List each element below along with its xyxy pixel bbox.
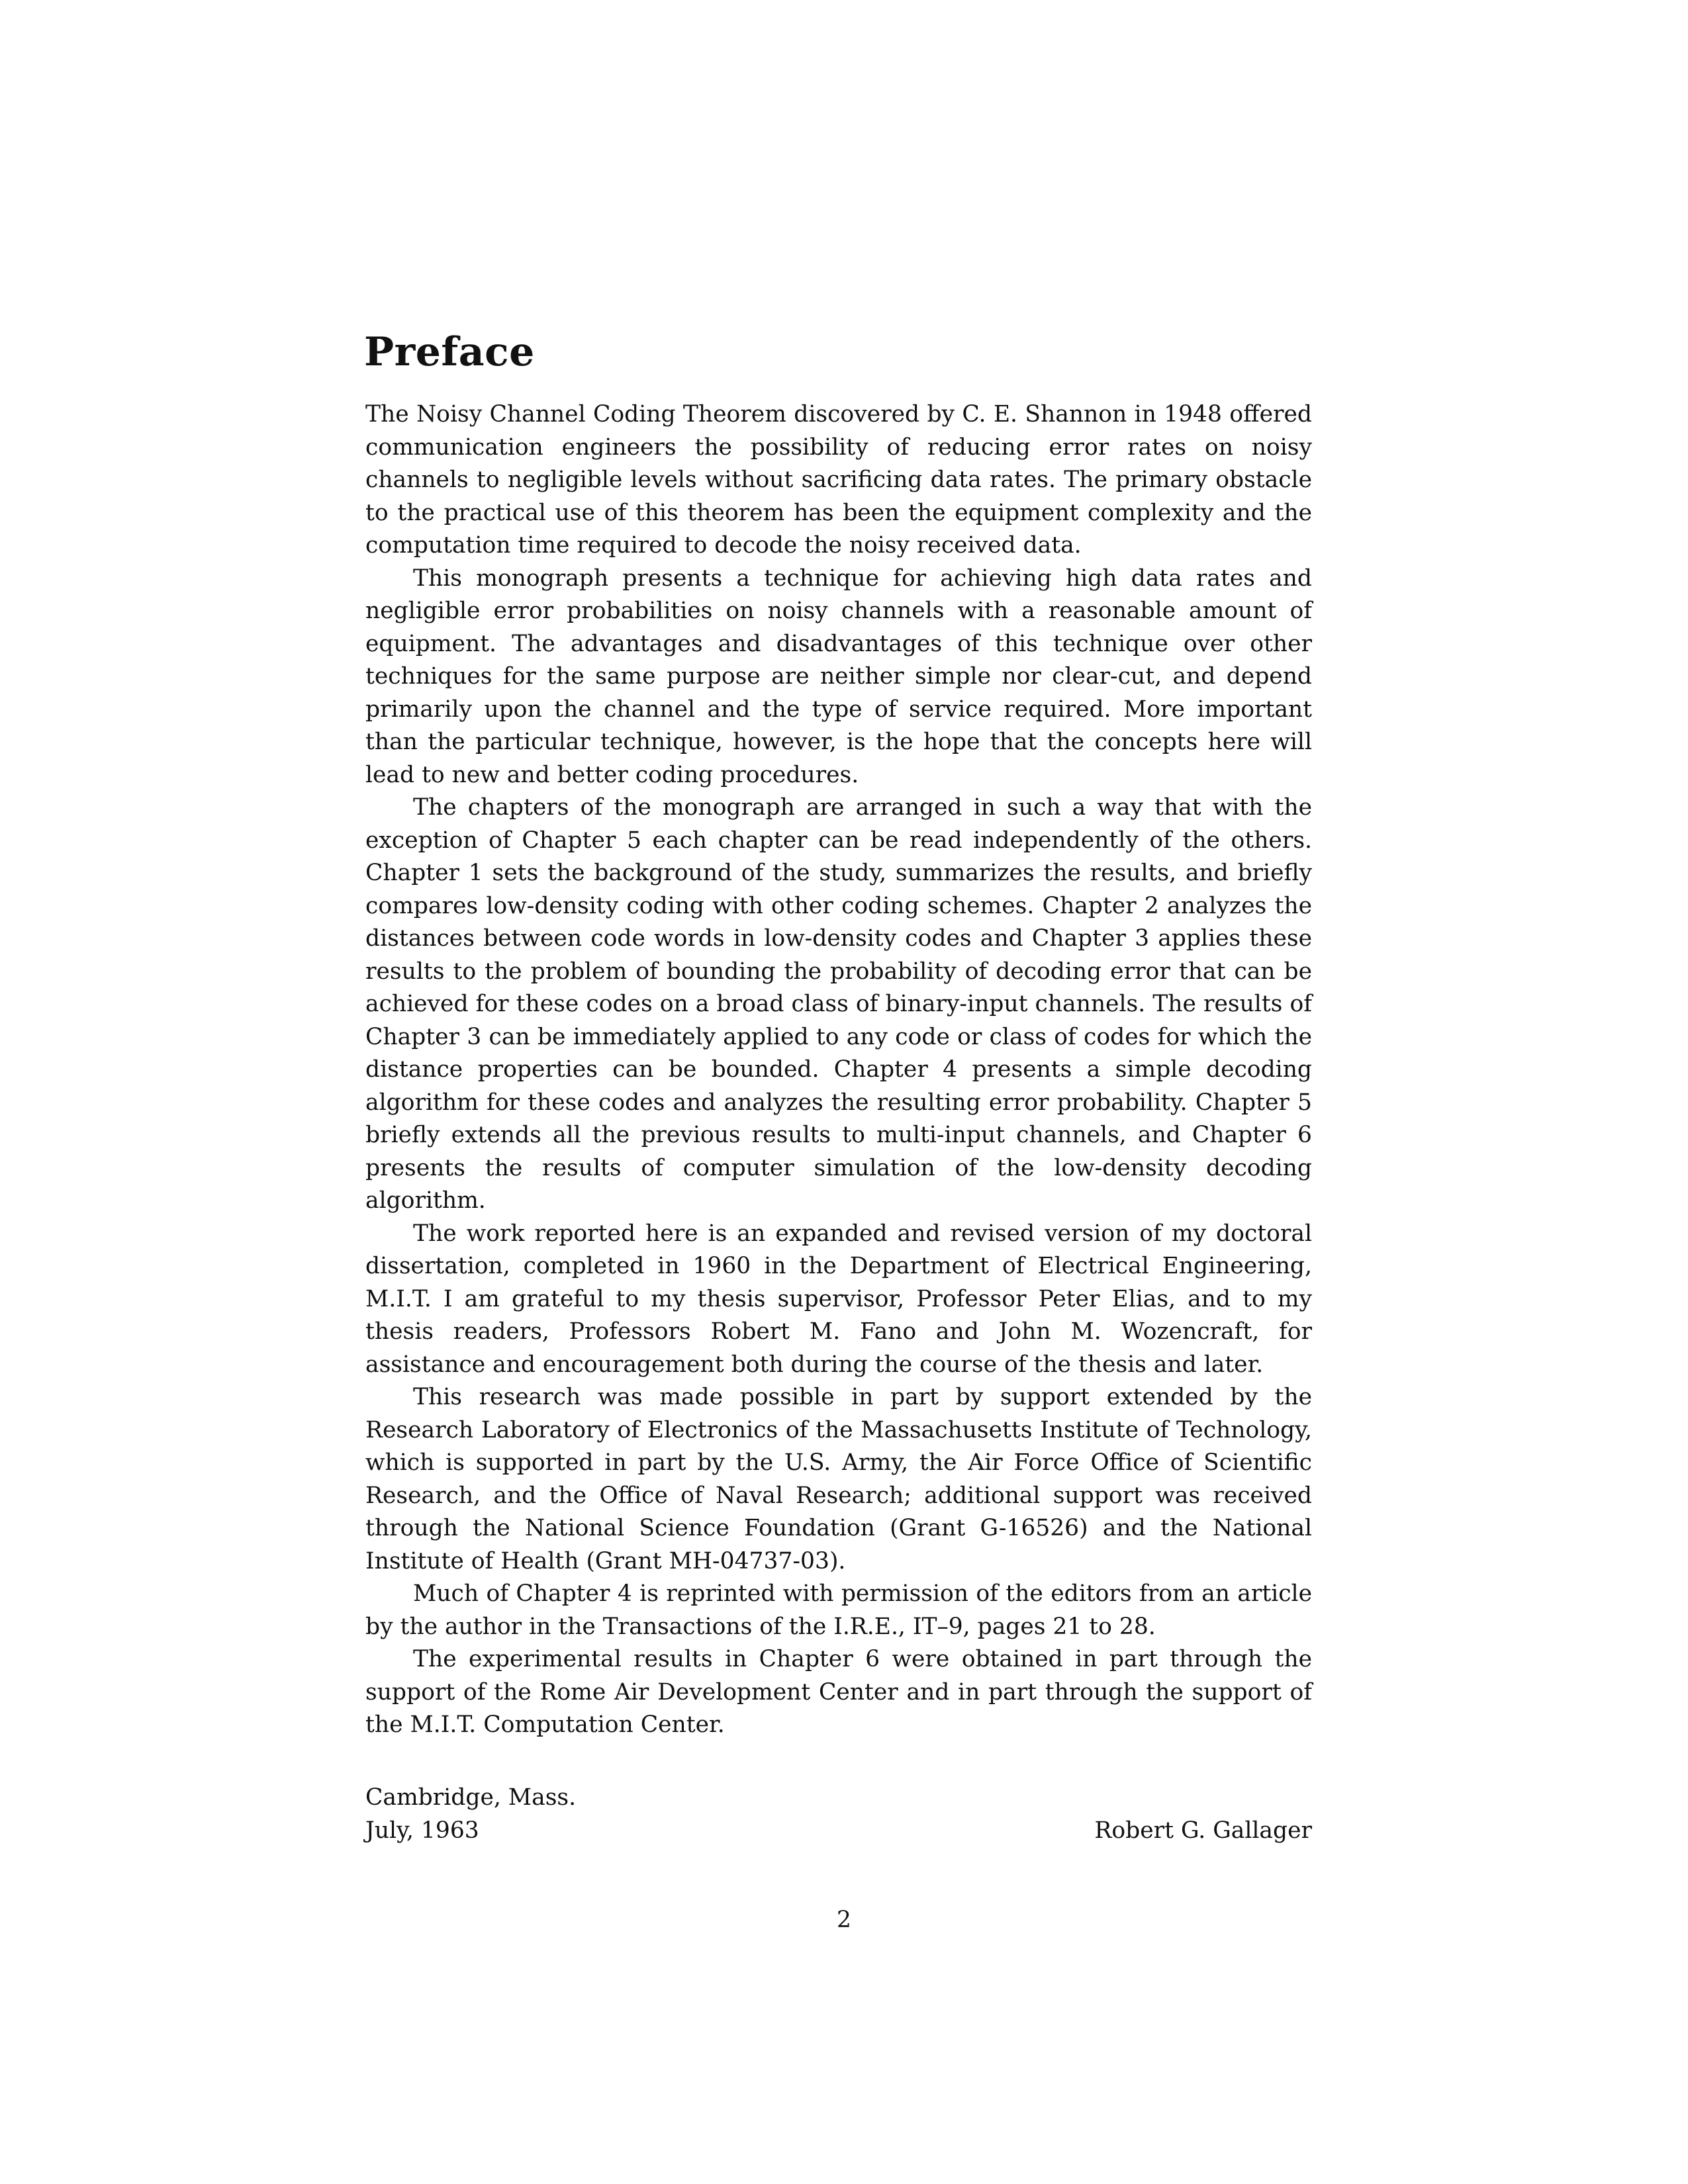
paragraph-reprint-note: Much of Chapter 4 is reprinted with permission of the editors from an article by the author in the Transactions of the I.R.E., IT–9, pages 21 to 28. [365, 1580, 1312, 1640]
paragraph-research-support: This research was made possible in part by support extended by the Research Laboratory of Electronics of the Massachusetts Institute of Technology, which is supported in part by the U.S. Army, the Air Force Office of Scientific Research, and the Office of Naval Research; additional support was received through the National Science Foundation (Grant G-16526) and the National Institute of Health (Grant MH-04737-03). [365, 1384, 1312, 1574]
paragraph-shannon-theorem: The Noisy Channel Coding Theorem discovered by C. E. Shannon in 1948 offered communication engineers the possibility of reducing error rates on noisy channels to negligible levels without sacrificing data rates. The primary obstacle to the practical use of this theorem has been the equipment complexity and the computation time required to decode the noisy received data. [365, 401, 1312, 559]
signoff-author: Robert G. Gallager [1094, 1817, 1312, 1844]
signoff-date-row [365, 1814, 1312, 1847]
paragraph-experimental-results: The experimental results in Chapter 6 were obtained in part through the support of the Rome Air Development Center and in part through the support of the M.I.T. Computation Center. [365, 1646, 1312, 1738]
paragraph-chapter-outline: The chapters of the monograph are arranged in such a way that with the exception of Chapter 5 each chapter can be read independently of the others. Chapter 1 sets the background of the study, summarizes the results, and briefly compares low-density coding with other coding schemes. Chapter 2 analyzes the distances between code words in low-density codes and Chapter 3 applies these results to the problem of bounding the probability of decoding error that can be achieved for these codes on a broad class of binary-input channels. The results of Chapter 3 can be immediately applied to any code or class of codes for which the distance properties can be bounded. Chapter 4 presents a simple decoding algorithm for these codes and analyzes the resulting error probability. Chapter 5 briefly extends all the previous results to multi-input channels, and Chapter 6 presents the results of computer simulation of the low-density decoding algorithm. [365, 794, 1312, 1214]
preface-body [365, 398, 1312, 1742]
paragraph-acknowledgements: The work reported here is an expanded and revised version of my doctoral dissertation, completed in 1960 in the Department of Electrical Engineering, M.I.T. I am grateful to my thesis supervisor, Professor Peter Elias, and to my thesis readers, Professors Robert M. Fano and John M. Wozencraft, for assistance and encouragement both during the course of the thesis and later. [365, 1220, 1312, 1378]
signoff-place-row [365, 1781, 1312, 1814]
page-number: 2 [837, 1907, 851, 1933]
signoff-date: July, 1963 [365, 1817, 479, 1844]
page-title: Preface [364, 329, 535, 375]
paragraph-monograph-technique: This monograph presents a technique for achieving high data rates and negligible error probabilities on noisy channels with a reasonable amount of equipment. The advantages and disadvantages of this technique over other techniques for the same purpose are neither simple nor clear-cut, and depend primarily upon the channel and the type of service required. More important than the particular technique, however, is the hope that the concepts here will lead to new and better coding procedures. [365, 565, 1312, 788]
signoff-block [365, 1781, 1312, 1847]
signoff-place: Cambridge, Mass. [365, 1784, 577, 1811]
